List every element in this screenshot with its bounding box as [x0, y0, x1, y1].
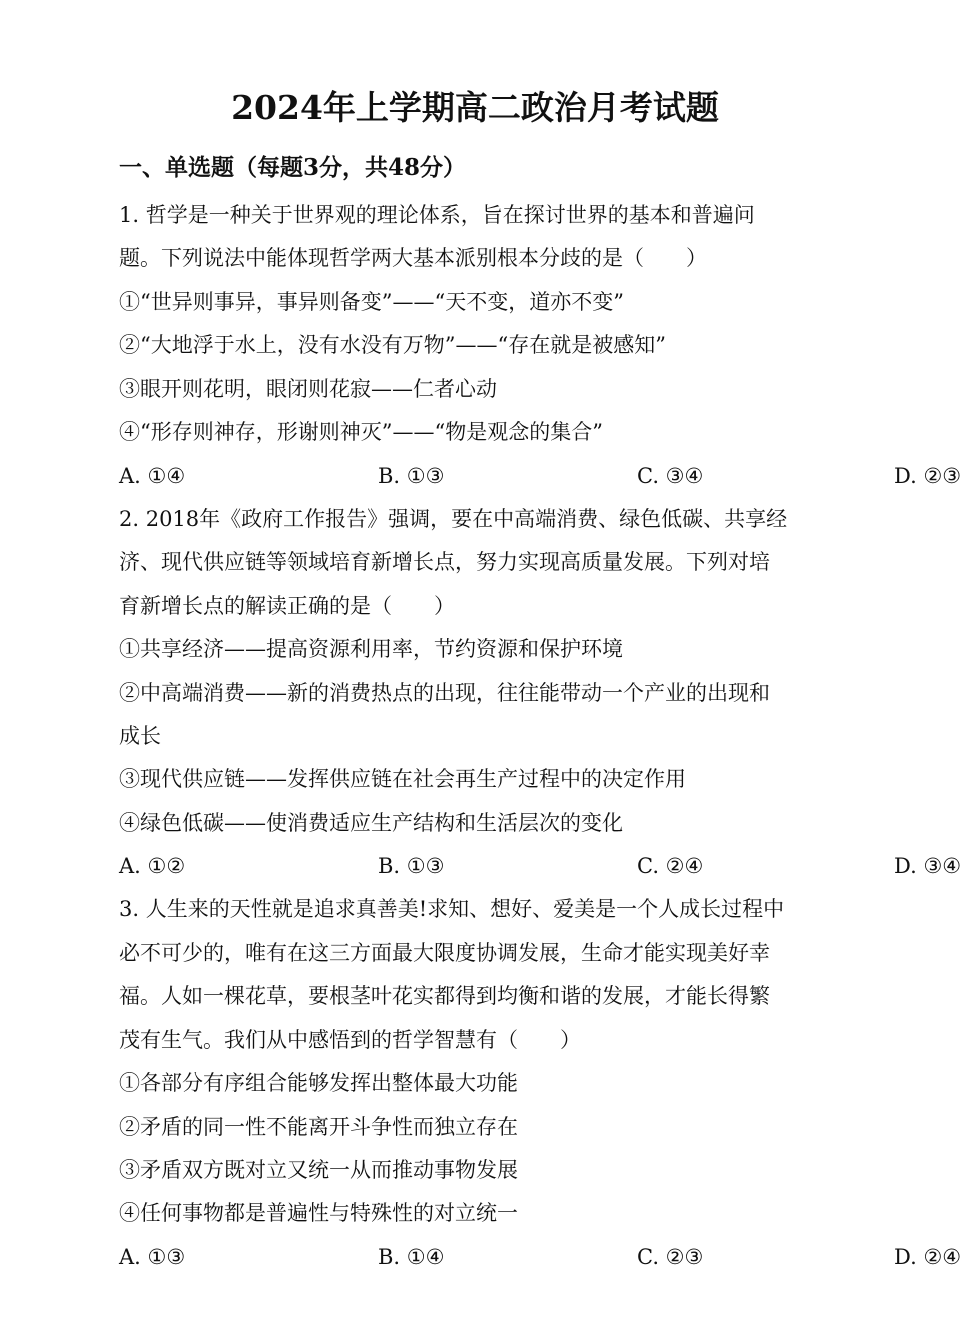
question-3-statement-3: ③矛盾双方既对立又统一从而推动事物发展	[119, 1158, 518, 1182]
question-3-stem-line-3: 福。人如一棵花草，要根茎叶花实都得到均衡和谐的发展，才能长得繁	[119, 984, 770, 1008]
question-3-statement-1: ①各部分有序组合能够发挥出整体最大功能	[119, 1071, 518, 1095]
question-3-option-b: B. ①④	[378, 1245, 445, 1269]
question-2-option-c: C. ②④	[637, 854, 704, 878]
question-2-stem-line-3: 育新增长点的解读正确的是（ ）	[119, 594, 455, 618]
question-2-statement-2: ②中高端消费——新的消费热点的出现，往往能带动一个产业的出现和	[119, 681, 770, 705]
question-3-stem-line-2: 必不可少的，唯有在这三方面最大限度协调发展，生命才能实现美好幸	[119, 941, 770, 965]
question-3-option-d: D. ②④	[894, 1245, 961, 1269]
question-1-statement-1: ①“世异则事异，事异则备变”——“天不变，道亦不变”	[119, 290, 624, 314]
question-2-option-d: D. ③④	[894, 854, 961, 878]
question-2-option-a: A. ①②	[119, 854, 186, 878]
question-1-option-a: A. ①④	[119, 464, 186, 488]
exam-title: 2024年上学期高二政治月考试题	[231, 88, 719, 127]
question-2-option-b: B. ①③	[378, 854, 445, 878]
question-3-option-a: A. ①③	[119, 1245, 186, 1269]
question-1-statement-4: ④“形存则神存，形谢则神灭”——“物是观念的集合”	[119, 420, 603, 444]
question-1-option-c: C. ③④	[637, 464, 704, 488]
question-1-statement-3: ③眼开则花明，眼闭则花寂——仁者心动	[119, 377, 497, 401]
question-3-statement-4: ④任何事物都是普遍性与特殊性的对立统一	[119, 1201, 518, 1225]
question-3-stem-line-1: 3. 人生来的天性就是追求真善美!求知、想好、爱美是一个人成长过程中	[119, 897, 785, 921]
section-heading: 一、单选题（每题3分，共48分）	[119, 154, 467, 181]
question-3-option-c: C. ②③	[637, 1245, 704, 1269]
question-2-statement-1: ①共享经济——提高资源利用率，节约资源和保护环境	[119, 637, 623, 661]
question-1-stem-line-2: 题。下列说法中能体现哲学两大基本派别根本分歧的是（ ）	[119, 246, 707, 270]
question-1-statement-2: ②“大地浮于水上，没有水没有万物”——“存在就是被感知”	[119, 333, 666, 357]
question-2-statement-4: ④绿色低碳——使消费适应生产结构和生活层次的变化	[119, 811, 623, 835]
question-2-stem-line-1: 2. 2018年《政府工作报告》强调，要在中高端消费、绿色低碳、共享经	[119, 507, 788, 531]
question-3-stem-line-4: 茂有生气。我们从中感悟到的哲学智慧有（ ）	[119, 1028, 581, 1052]
question-2-statement-3: ③现代供应链——发挥供应链在社会再生产过程中的决定作用	[119, 767, 686, 791]
question-1-option-d: D. ②③	[894, 464, 961, 488]
question-2-stem-line-2: 济、现代供应链等领域培育新增长点，努力实现高质量发展。下列对培	[119, 550, 770, 574]
question-2-statement-2-cont: 成长	[119, 724, 161, 748]
question-3-statement-2: ②矛盾的同一性不能离开斗争性而独立存在	[119, 1115, 518, 1139]
question-1-option-b: B. ①③	[378, 464, 445, 488]
question-1-stem-line-1: 1. 哲学是一种关于世界观的理论体系，旨在探讨世界的基本和普遍问	[119, 203, 755, 227]
